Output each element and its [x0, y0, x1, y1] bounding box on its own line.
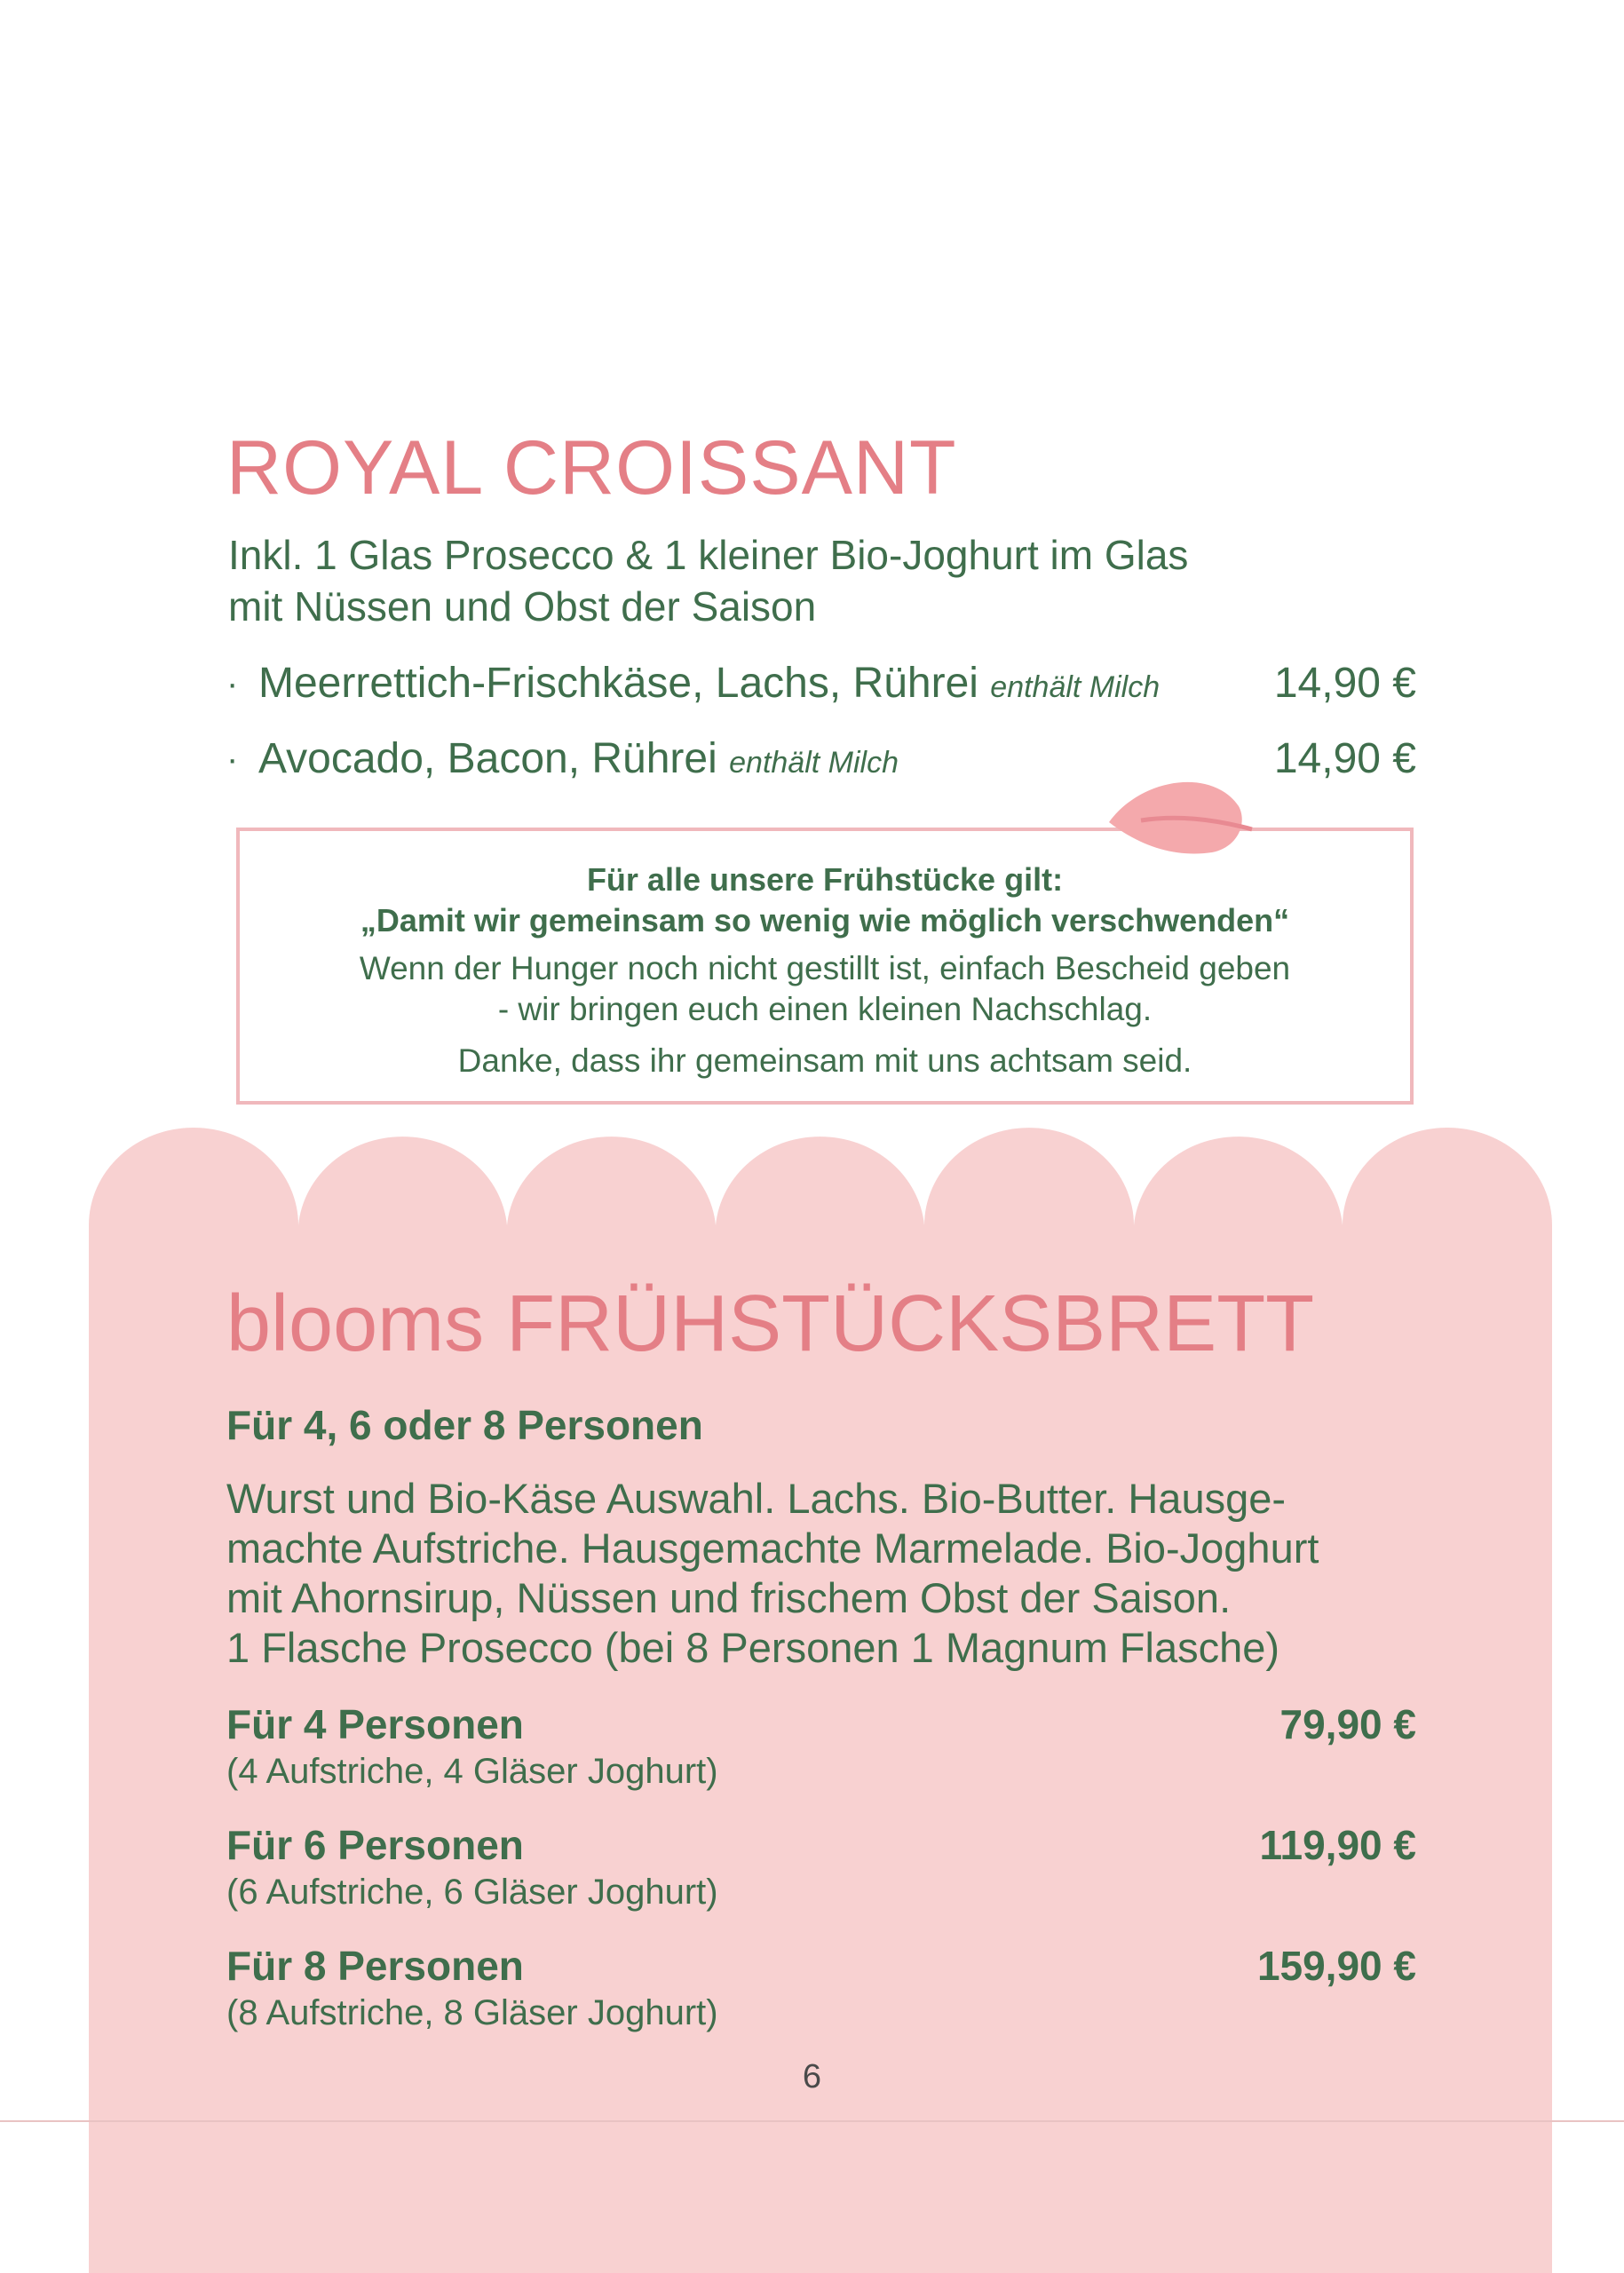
bullet: ·: [226, 664, 239, 703]
option-label: Für 8 Personen: [226, 1943, 524, 1989]
option-details: (6 Aufstriche, 6 Gläser Joghurt): [226, 1873, 718, 1912]
option-price: 159,90 €: [1256, 1943, 1416, 1989]
page-number: 6: [802, 2058, 822, 2095]
persons-subtitle: Für 4, 6 oder 8 Personen: [226, 1402, 703, 1448]
menu-item-royal-1: [226, 657, 1416, 710]
royal-desc-line-2: mit Nüssen und Obst der Saison: [228, 583, 817, 630]
bullet: ·: [226, 740, 239, 779]
option-price: 79,90 €: [1279, 1701, 1416, 1747]
item-name: Meerrettich-Frischkäse, Lachs, Rührei: [258, 660, 978, 707]
blooms-description: [226, 1474, 1434, 1673]
notice-heading: Für alle unsere Frühstücke gilt:: [586, 861, 1064, 898]
blooms-desc-line-4: 1 Flasche Prosecco (bei 8 Personen 1 Magnum Flasche): [226, 1624, 1280, 1671]
notice-text-2: - wir bringen euch einen kleinen Nachschlag.: [497, 991, 1153, 1027]
option-details: (4 Aufstriche, 4 Gläser Joghurt): [226, 1752, 718, 1791]
item-price: 14,90 €: [1273, 660, 1416, 707]
option-label: Für 6 Personen: [226, 1822, 524, 1868]
notice-quote: „Damit wir gemeinsam so wenig wie möglich verschwenden“: [360, 902, 1290, 939]
blooms-desc-line-1: Wurst und Bio-Käse Auswahl. Lachs. Bio-Butter. Hausge-: [226, 1475, 1287, 1522]
royal-croissant-title: ROYAL CROISSANT: [226, 425, 957, 511]
option-8-persons: [226, 1941, 1416, 2035]
allergen-note: enthält Milch: [990, 670, 1161, 704]
option-4-persons: [226, 1699, 1416, 1794]
blooms-desc-line-3: mit Ahornsirup, Nüssen und frischem Obst der Saison.: [226, 1574, 1232, 1621]
royal-croissant-description: [228, 529, 1382, 632]
allergen-note: enthält Milch: [729, 746, 899, 780]
option-6-persons: [226, 1820, 1416, 1914]
leaf-icon: [1105, 771, 1256, 859]
notice-text-1: Wenn der Hunger noch nicht gestillt ist, einfach Bescheid geben: [359, 950, 1291, 986]
item-name: Avocado, Bacon, Rührei: [258, 735, 717, 782]
page-divider: [0, 2120, 1624, 2122]
scallop-border: [89, 1128, 1552, 1252]
item-price: 14,90 €: [1273, 735, 1416, 782]
royal-desc-line-1: Inkl. 1 Glas Prosecco & 1 kleiner Bio-Joghurt im Glas: [228, 532, 1189, 578]
notice-text-3: Danke, dass ihr gemeinsam mit uns achtsam seid.: [457, 1042, 1192, 1079]
blooms-desc-line-2: machte Aufstriche. Hausgemachte Marmelade. Bio-Joghurt: [226, 1525, 1319, 1572]
blooms-title: blooms FRÜHSTÜCKSBRETT: [226, 1279, 1315, 1368]
option-price: 119,90 €: [1259, 1822, 1416, 1868]
notice-box: [236, 828, 1414, 1105]
option-label: Für 4 Personen: [226, 1701, 524, 1747]
option-details: (8 Aufstriche, 8 Gläser Joghurt): [226, 1993, 718, 2032]
